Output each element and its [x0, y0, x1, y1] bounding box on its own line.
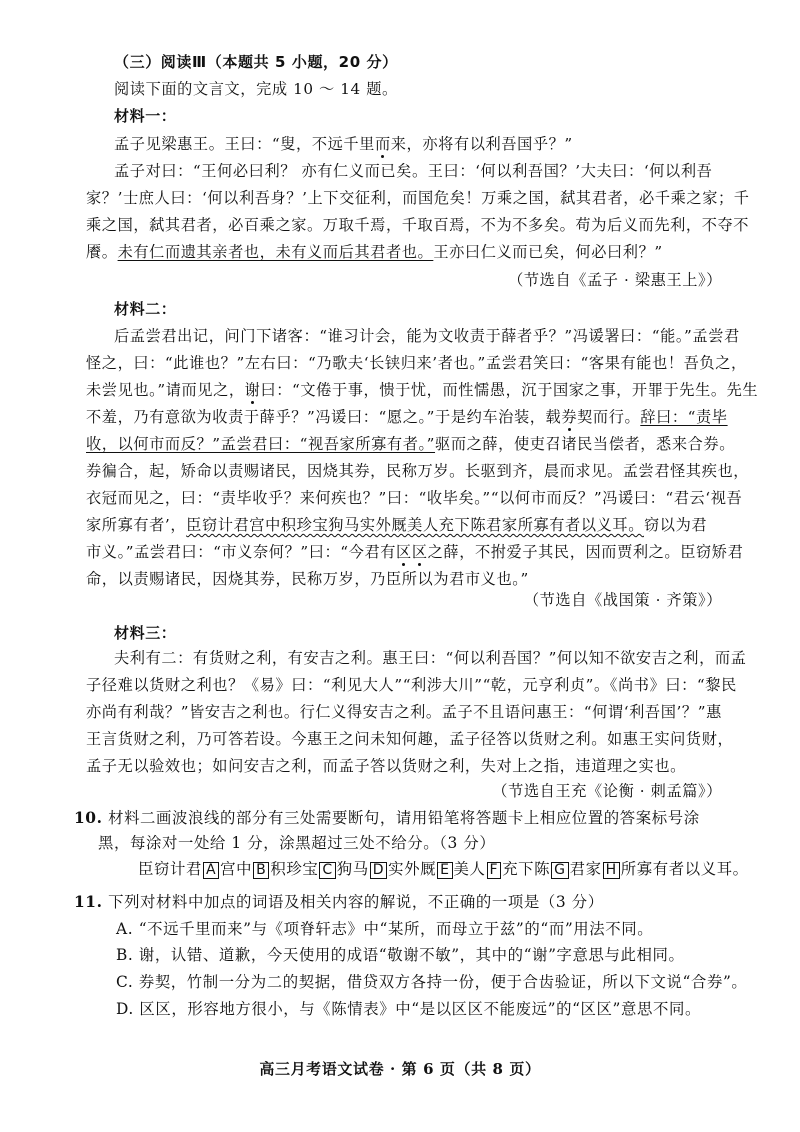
- material1-line: 孟子对曰：“王何必曰利？ 亦有仁义而已矣。王曰：‘何以利吾国？’大夫曰：‘何以利吾: [114, 162, 713, 180]
- page-footer: 高三月考语文试卷 · 第 6 页（共 8 页）: [259, 1060, 541, 1078]
- material3-line: 孟子无以验效也；如问安吉之利，而孟子答以货财之利，失对上之指，违道理之实也。: [86, 757, 686, 775]
- dotted-word-er: 而: [374, 135, 391, 153]
- material2-line: 命，以责赐诸民，因烧其券，民称万岁，乃臣所以为君市义也。”: [86, 570, 529, 588]
- q11-option-a[interactable]: A. “不远千里而来”与《项脊轩志》中“某所，而母立于兹”的“而”用法不同。: [116, 920, 654, 938]
- q10-segmented-sentence: 臣窃计君 A 宫中 B 积珍宝 C 狗马 D 实外厩 E 美人 F 充下陈 G 君家 H 所寡有者以义耳。: [138, 860, 749, 878]
- q10-stem: 10. 材料二画波浪线的部分有三处需要断句，请用铅笔将答题卡上相应位置的答案标号涂: [74, 809, 700, 827]
- material1-line: 家？’士庶人曰：‘何以利吾身？’上下交征利，而国危矣！万乘之国，弑其君者，必千乘之家；千: [86, 189, 750, 207]
- material3-line: 夫利有二：有货财之利，有安吉之利。惠王曰：“何以利吾国？”何以知不欲安吉之利，而孟: [114, 649, 747, 667]
- underlined-sentence: 未有仁而遗其亲者也，未有义而后其君者也。: [117, 243, 434, 261]
- answer-label-b[interactable]: B: [253, 862, 269, 879]
- answer-label-d[interactable]: D: [370, 862, 387, 879]
- q11-option-c[interactable]: C. 券契，竹制一分为二的契据，借贷双方各持一份，便于合齿验证，所以下文说“合券”。: [116, 973, 748, 991]
- section-title: （三）阅读Ⅲ（本题共 5 小题，20 分）: [114, 53, 398, 71]
- material1-source: （节选自《孟子 · 梁惠王上》）: [508, 271, 722, 289]
- material1-line: 孟子见梁惠王。王曰：“叟，不远千里而来，亦将有以利吾国乎？”: [114, 135, 573, 153]
- material3-heading: 材料三：: [114, 624, 177, 642]
- material1-line: 乘之国，弑其君者，必百乘之家。万取千焉，千取百焉，不为不多矣。苟为后义而先利，不夺不: [86, 216, 750, 234]
- material2-line: 后孟尝君出记，问门下诸客：“谁习计会，能为文收责于薛者乎？”冯谖署曰：“能。”孟尝君: [114, 327, 740, 345]
- underlined-sentence: 收，以何市而反？”孟尝君曰：“视吾家所寡有者。”: [86, 435, 436, 453]
- material2-line: 不羞，乃有意欲为收责于薛乎？”冯谖曰：“愿之。”于是约车治装，载券契而行。辞曰：“责毕: [86, 408, 728, 426]
- q11-option-d[interactable]: D. 区区，形容地方很小，与《陈情表》中“是以区区不能废远”的“区区”意思不同。: [116, 1000, 701, 1018]
- material2-line: 市义。”孟尝君曰：“市义奈何？”曰：“今君有区区之薛，不拊爱子其民，因而贾利之。臣窃矫君: [86, 543, 744, 561]
- material2-heading: 材料二：: [114, 300, 177, 318]
- material2-source: （节选自《战国策 · 齐策》）: [523, 591, 722, 609]
- material2-line: 家所寡有者’，臣窃计君宫中积珍宝狗马实外厩美人充下陈君家所寡有者以义耳。窃以为君: [86, 516, 708, 534]
- dotted-word-quan: 券: [561, 408, 578, 426]
- underlined-sentence: 辞曰：“责毕: [640, 408, 728, 426]
- section-instruction: 阅读下面的文言文，完成 10 ～ 14 题。: [114, 80, 398, 98]
- answer-label-c[interactable]: C: [319, 862, 335, 879]
- material1-heading: 材料一：: [114, 107, 177, 125]
- material3-line: 王言货财之利，乃可答若设。今惠王之问未知何趣，孟子径答以货财之利。如惠王实问货财，: [86, 730, 734, 748]
- material2-line: 未尝见也。”请而见之，谢曰：“文倦于事，愦于忧，而性懦愚，沉于国家之事，开罪于先生。先生: [86, 381, 759, 399]
- material3-source: （节选自王充《论衡 · 刺孟篇》）: [492, 782, 722, 800]
- q11-stem: 11. 下列对材料中加点的词语及相关内容的解说，不正确的一项是（3 分）: [74, 893, 604, 911]
- answer-label-e[interactable]: E: [437, 862, 452, 879]
- dotted-word-ququ: 区区: [396, 543, 428, 561]
- material2-line: 衣冠而见之，曰：“责毕收乎？来何疾也？”曰：“收毕矣。”“以何市而反？”冯谖曰：“君云‘视吾: [86, 489, 743, 507]
- wavy-underlined-sentence: 臣窃计君宫中积珍宝狗马实外厩美人充下陈君家所寡有者以义耳。: [186, 516, 644, 534]
- material2-line: 券徧合，起，矫命以责赐诸民，因烧其券，民称万岁。长驱到齐，晨而求见。孟尝君怪其疾也，: [86, 462, 750, 480]
- answer-label-g[interactable]: G: [551, 862, 568, 879]
- q11-option-b[interactable]: B. 谢，认错、道歉，今天使用的成语“敬谢不敏”，其中的“谢”字意思与此相同。: [116, 946, 685, 964]
- answer-label-a[interactable]: A: [203, 862, 219, 879]
- material1-line: 餍。未有仁而遗其亲者也，未有义而后其君者也。王亦曰仁义而已矣，何必曰利？”: [86, 243, 663, 261]
- material3-line: 亦尚有利哉？”皆安吉之利也。行仁义得安吉之利。孟子不且语问惠王：“何谓‘利吾国’？”惠: [86, 703, 722, 721]
- q10-stem-cont: 黑，每涂对一处给 1 分，涂黑超过三处不给分。（3 分）: [98, 834, 496, 852]
- material2-line: 怪之，曰：“此谁也？”左右曰：“乃歌夫‘长铗归来’者也。”孟尝君笑曰：“客果有能也！吾负之，: [86, 354, 747, 372]
- material3-line: 子径难以货财之利也？《易》曰：“利见大人”“利涉大川”“乾，元亨利贞”。《尚书》曰：“黎民: [86, 676, 737, 694]
- dotted-word-xie: 谢: [244, 381, 261, 399]
- answer-label-h[interactable]: H: [603, 862, 620, 879]
- answer-label-f[interactable]: F: [487, 862, 502, 879]
- material2-line: 收，以何市而反？”孟尝君曰：“视吾家所寡有者。”驱而之薛，使吏召诸民当偿者，悉来合券。: [86, 435, 735, 453]
